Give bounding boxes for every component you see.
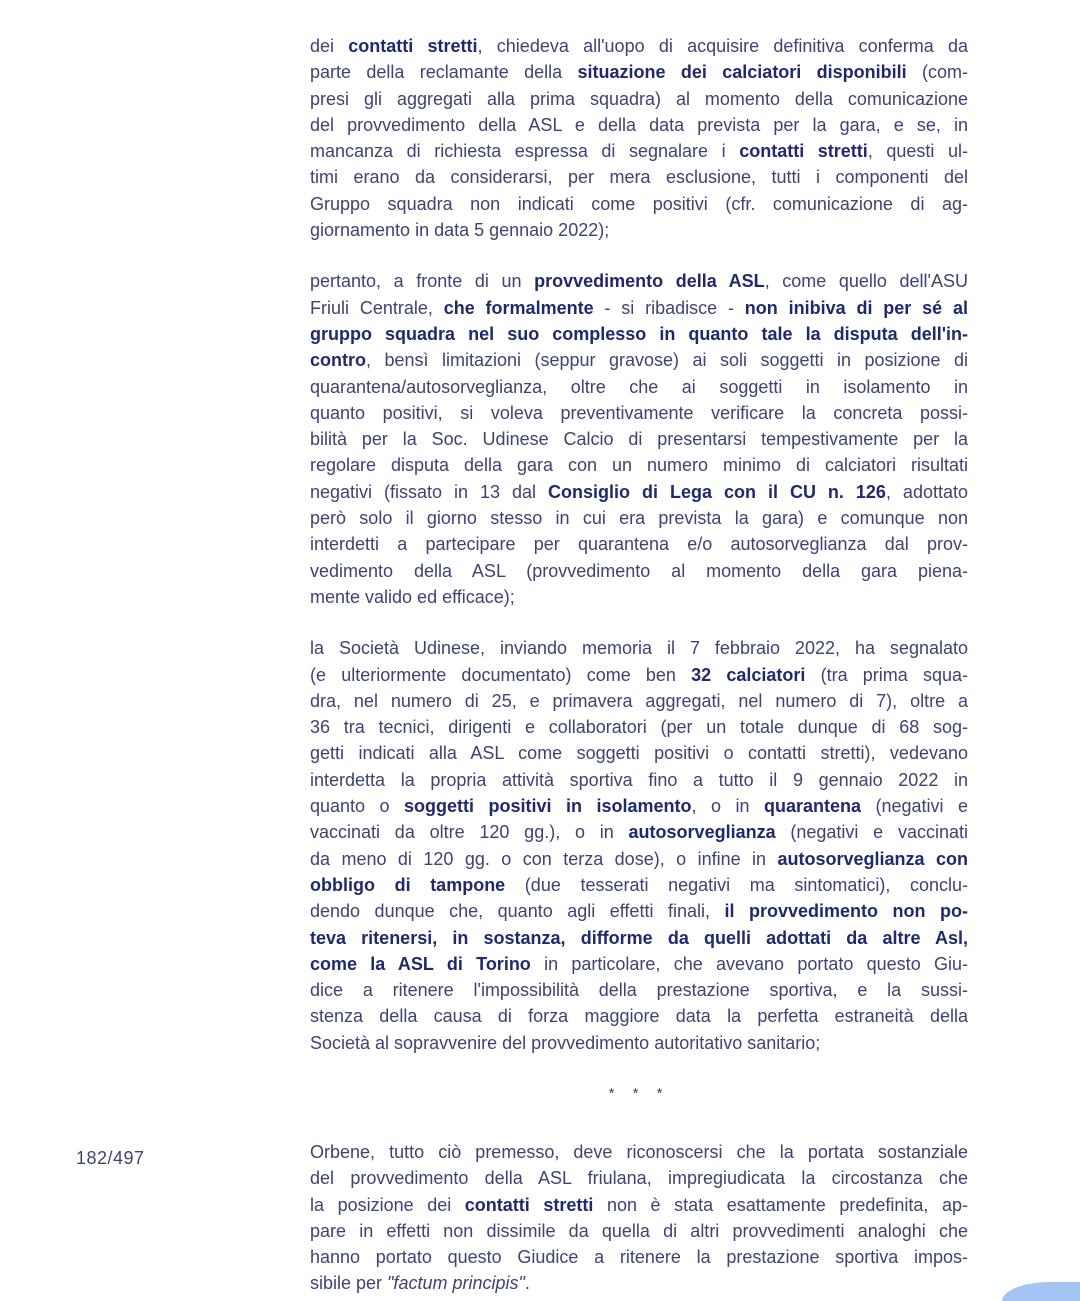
document-body (310, 33, 968, 1301)
text-run: - si ribadisce - (593, 297, 745, 318)
text-line (310, 164, 968, 190)
text-run: mancanza di richiesta espressa di segnalare i (310, 141, 740, 162)
text-run: Friuli Centrale, (310, 297, 444, 318)
text-run: giornamento in data 5 gennaio 2022); (310, 220, 610, 241)
section-separator: * * * (608, 1084, 670, 1102)
text-line (310, 846, 968, 872)
text-run: , questi ul- (867, 141, 968, 162)
text-run: contatti stretti (739, 141, 868, 162)
text-run: (tra prima squa- (805, 664, 969, 685)
text-line (310, 531, 968, 557)
text-run: in particolare, che avevano portato questo Giu- (530, 953, 968, 974)
text-line (310, 662, 968, 688)
text-line (310, 217, 968, 243)
text-line (310, 295, 968, 321)
text-line (310, 977, 968, 1003)
text-line (310, 112, 968, 138)
text-line (310, 1218, 968, 1244)
text-run: , o in (691, 796, 764, 817)
text-run: la posizione dei (310, 1194, 465, 1215)
text-line (310, 1165, 968, 1191)
text-line (310, 898, 968, 924)
text-line (310, 688, 968, 714)
text-run: , chiedeva all'uopo di acquisire definitiva conferma da (477, 36, 968, 56)
text-line (310, 925, 968, 951)
text-line (310, 951, 968, 977)
text-run: che formalmente (443, 297, 594, 318)
text-line (310, 321, 968, 347)
text-run: del provvedimento della ASL e della data prevista per la gara, e se, in (310, 114, 968, 135)
text-run: . (524, 1273, 530, 1294)
text-run: però solo il giorno stesso in cui era prevista la gara) e comunque non (310, 508, 968, 529)
paragraph (310, 268, 968, 610)
text-line (310, 33, 968, 59)
text-line (310, 584, 968, 610)
text-line (310, 1244, 968, 1270)
text-run: timi erano da considerarsi, per mera esclusione, tutti i componenti del (310, 167, 968, 188)
text-run: (due tesserati negativi ma sintomatici), conclu- (505, 874, 968, 895)
text-run: presi gli aggregati alla prima squadra) al momento della comunicazione (310, 88, 968, 109)
text-run: autosorveglianza con (777, 848, 968, 869)
text-run: situazione dei calciatori disponibili (577, 62, 907, 83)
text-run: interdetti a partecipare per quarantena e/o autosorveglianza dal prov- (310, 534, 968, 555)
text-line (310, 1270, 968, 1296)
text-run: contro (310, 350, 366, 371)
text-run: dra, nel numero di 25, e primavera aggregati, nel numero di 7), oltre a (310, 690, 968, 711)
text-run: Gruppo squadra non indicati come positivi (cfr. comunicazione di ag- (310, 193, 968, 214)
paragraph (310, 33, 968, 243)
text-line (310, 1192, 968, 1218)
text-run: parte della reclamante della (310, 62, 578, 83)
text-run: pertanto, a fronte di un (310, 271, 535, 292)
text-run: dendo dunque che, quanto agli effetti finali, (310, 901, 725, 922)
text-line (310, 452, 968, 478)
text-run: sibile per (310, 1273, 388, 1294)
text-run: , adottato (885, 481, 968, 502)
text-line (310, 59, 968, 85)
text-run: interdetta la propria attività sportiva fino a tutto il 9 gennaio 2022 in (310, 769, 968, 790)
text-line (310, 740, 968, 766)
text-run: vedimento della ASL (provvedimento al momento della gara piena- (310, 560, 968, 581)
text-line (310, 268, 968, 294)
text-run: mente valido ed efficace); (310, 586, 515, 607)
text-run: provvedimento della ASL (534, 271, 765, 292)
text-run: Orbene, tutto ciò premesso, deve riconoscersi che la portata sostanziale (310, 1141, 968, 1162)
text-run: 32 calciatori (691, 664, 806, 685)
text-line (310, 374, 968, 400)
text-run: (negativi e vaccinati (775, 822, 968, 843)
text-run: hanno portato questo Giudice a ritenere la prestazione sportiva impos- (310, 1247, 968, 1268)
text-run: come la ASL di Torino (310, 953, 531, 974)
text-line (310, 872, 968, 898)
page-number: 182/497 (76, 1148, 145, 1168)
text-line (310, 400, 968, 426)
text-line (310, 819, 968, 845)
text-run: da meno di 120 gg. o con terza dose), o infine in (310, 848, 778, 869)
text-line (310, 1030, 968, 1056)
text-run: bilità per la Soc. Udinese Calcio di presentarsi tempestivamente per la (310, 429, 968, 450)
text-line (310, 479, 968, 505)
paragraph (310, 1139, 968, 1297)
text-line (310, 767, 968, 793)
text-run: quarantena/autosorveglianza, oltre che ai soggetti in isolamento in (310, 376, 968, 397)
text-run: del provvedimento della ASL friulana, impregiudicata la circostanza che (310, 1168, 968, 1189)
text-run: negativi (fissato in 13 dal (310, 481, 549, 502)
text-run: getti indicati alla ASL come soggetti positivi o contatti stretti), vedevano (310, 743, 968, 764)
text-run: quanto positivi, si voleva preventivamente verificare la concreta possi- (310, 402, 968, 423)
text-line (310, 505, 968, 531)
text-run: stenza della causa di forza maggiore data la perfetta estraneità della (310, 1006, 968, 1027)
text-run: pare in effetti non dissimile da quella di altri provvedimenti analoghi che (310, 1220, 968, 1241)
text-run: contatti stretti (464, 1194, 594, 1215)
text-run: 36 tra tecnici, dirigenti e collaboratori (per un totale dunque di 68 sog- (310, 717, 968, 738)
text-run: soggetti positivi in isolamento (404, 796, 692, 817)
paragraph (310, 635, 968, 1056)
text-run: (com- (906, 62, 968, 83)
text-run: non inibiva di per sé al (744, 297, 969, 318)
text-line (310, 1139, 968, 1165)
text-run: dei (310, 36, 349, 56)
text-run: quarantena (763, 796, 861, 817)
text-line (310, 793, 968, 819)
text-run: , come quello dell'ASU (764, 271, 968, 292)
text-line (310, 86, 968, 112)
corner-accent-shape (1002, 1282, 1080, 1301)
text-run: "factum principis" (387, 1273, 525, 1294)
text-run: (negativi e (860, 796, 968, 817)
text-line (310, 138, 968, 164)
text-line (310, 426, 968, 452)
text-run: regolare disputa della gara con un numero minimo di calciatori risultati (310, 455, 968, 476)
text-run: teva ritenersi, in sostanza, difforme da quelli adottati da altre Asl, (310, 927, 968, 948)
text-run: dice a ritenere l'impossibilità della prestazione sportiva, e la sussi- (310, 980, 968, 1001)
text-line (310, 635, 968, 661)
text-run: Consiglio di Lega con il CU n. 126 (548, 481, 886, 502)
text-run: non è stata esattamente predefinita, ap- (593, 1194, 968, 1215)
text-line (310, 347, 968, 373)
text-run: (e ulteriormente documentato) come ben (310, 664, 692, 685)
text-line (310, 714, 968, 740)
text-run: contatti stretti (348, 36, 478, 56)
text-run: vaccinati da oltre 120 gg.), o in (310, 822, 629, 843)
text-run: il provvedimento non po- (724, 901, 968, 922)
text-run: obbligo di tampone (310, 874, 506, 895)
text-run: autosorveglianza (628, 822, 776, 843)
text-run: quanto o (310, 796, 405, 817)
text-run: gruppo squadra nel suo complesso in quanto tale la disputa dell'in- (310, 323, 968, 344)
text-run: Società al sopravvenire del provvedimento autoritativo sanitario; (310, 1032, 821, 1053)
text-run: la Società Udinese, inviando memoria il 7 febbraio 2022, ha segnalato (310, 638, 968, 659)
text-line (310, 558, 968, 584)
text-run: , bensì limitazioni (seppur gravose) ai soli soggetti in posizione di (366, 350, 968, 371)
text-line (310, 191, 968, 217)
text-line (310, 1003, 968, 1029)
